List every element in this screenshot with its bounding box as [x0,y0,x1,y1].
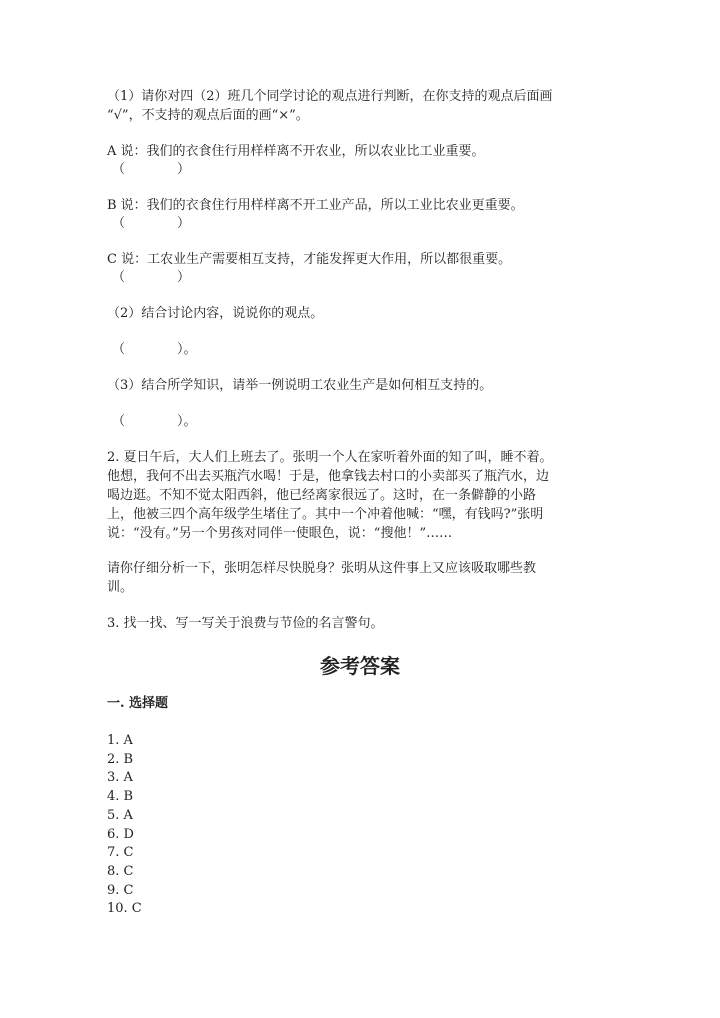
answer-item: 2. B [107,751,134,767]
q1-intro-line: “√”，不支持的观点后面的画“×”。 [107,108,309,123]
option-c: C 说：工农业生产需要相互支持，才能发挥更大作用，所以都很重要。 [107,252,512,267]
sub-question-2: （2）结合讨论内容，说说你的观点。 [107,306,324,321]
answer-item: 6. D [107,826,134,842]
story-line: 他想，我何不出去买瓶汽水喝！于是，他拿钱去村口的小卖部买了瓶汽水，边 [107,469,550,484]
answer-item: 8. C [107,863,134,879]
answer-item: 5. A [107,807,133,823]
section-heading: 一. 选择题 [107,696,169,711]
story-line: 2. 夏日午后，大人们上班去了。张明一个人在家听着外面的知了叫，睡不着。 [107,450,553,465]
answer-item: 7. C [107,845,134,861]
answer-item: 3. A [107,770,133,786]
answer-blank: （ ） [112,162,191,177]
q2-question-line: 请你仔细分析一下，张明怎样尽快脱身？张明从这件事上又应该吸取哪些教 [107,561,537,576]
answer-blank: （ ） [112,216,191,231]
answer-blank: （ ）。 [112,414,197,429]
q3-question: 3. 找一找、写一写关于浪费与节俭的名言警句。 [107,616,384,631]
answer-item: 1. A [107,733,133,748]
answer-item: 4. B [107,789,134,805]
sub-question-3: （3）结合所学知识，请举一例说明工农业生产是如何相互支持的。 [107,378,493,393]
story-line: 喝边逛。不知不觉太阳西斜，他已经离家很远了。这时，在一条僻静的小路 [107,488,537,503]
answer-item: 10. C [107,901,142,917]
q2-question-line: 训。 [107,580,134,595]
story-line: 说：“没有。”另一个男孩对同伴一使眼色，说：“搜他！”…… [107,526,453,541]
answer-item: 9. C [107,882,134,898]
option-a: A 说：我们的衣食住行用样样离不开农业，所以农业比工业重要。 [107,144,485,159]
q1-intro-line: （1）请你对四（2）班几个同学讨论的观点进行判断，在你支持的观点后面画 [107,89,553,104]
story-line: 上，他被三四个高年级学生堵住了。其中一个冲着他喊：“嘿，有钱吗?”张明 [107,507,544,522]
answer-blank: （ ） [112,270,191,285]
answer-blank: （ ）。 [112,342,197,357]
option-b: B 说：我们的衣食住行用样样离不开工业产品，所以工业比农业更重要。 [107,198,524,213]
answers-title: 参考答案 [320,654,400,678]
